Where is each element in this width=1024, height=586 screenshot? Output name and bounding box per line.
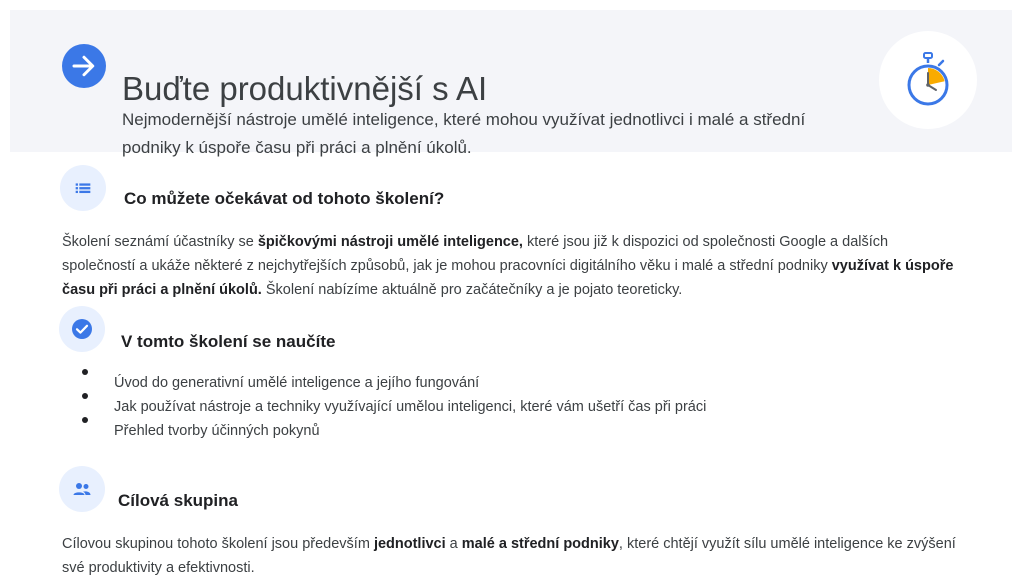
section-expect-paragraph	[62, 230, 962, 302]
text-run: Školení nabízíme aktuálně pro začátečníky a je pojato teoreticky.	[261, 282, 683, 298]
bold-run: špičkovými nástroji umělé inteligence,	[257, 234, 523, 250]
text-run: které jsou již k dispozici od společnosti Google a dalších společností a ukáže některé z nejchytřejších způsobů, jak je mohou pracovníci digitálního věku i malé a střední podniky	[62, 234, 889, 274]
arrow-right-icon	[62, 44, 106, 88]
learn-list	[82, 371, 706, 443]
list-item: Úvod do generativní umělé inteligence a jejího fungování	[82, 371, 706, 395]
text-run: Cílovou skupinou tohoto školení jsou především	[62, 536, 374, 552]
page-title: Buďte produktivnější s AI	[122, 70, 488, 107]
section-target-paragraph	[62, 532, 962, 580]
check-circle-icon	[59, 306, 105, 352]
text-run: , které chtějí využít sílu umělé inteligence ke zvýšení své produktivity a efektivnosti.	[62, 536, 956, 576]
section-title-expect: Co můžete očekávat od tohoto školení?	[124, 189, 445, 208]
text-run: Školení seznámí účastníky se	[62, 234, 258, 250]
stopwatch-badge	[879, 31, 977, 129]
list-item: Jak používat nástroje a techniky využívající umělou inteligenci, které vám ušetří čas při práci	[82, 395, 706, 419]
bold-run: využívat k úspoře času při práci a plnění úkolů.	[62, 258, 954, 298]
stopwatch-icon	[903, 51, 953, 109]
section-title-learn: V tomto školení se naučíte	[121, 332, 336, 351]
text-run: a	[445, 536, 462, 552]
section-title-target: Cílová skupina	[118, 491, 238, 510]
bold-run: jednotlivci	[373, 536, 446, 552]
list-item: Přehled tvorby účinných pokynů	[82, 419, 706, 443]
group-icon	[59, 466, 105, 512]
list-icon	[60, 165, 106, 211]
page-subtitle: Nejmodernější nástroje umělé inteligence, které mohou využívat jednotlivci i malé a střední podniky k úspoře času při práci a plnění úkolů.	[122, 110, 806, 157]
bold-run: malé a střední podniky	[461, 536, 619, 552]
